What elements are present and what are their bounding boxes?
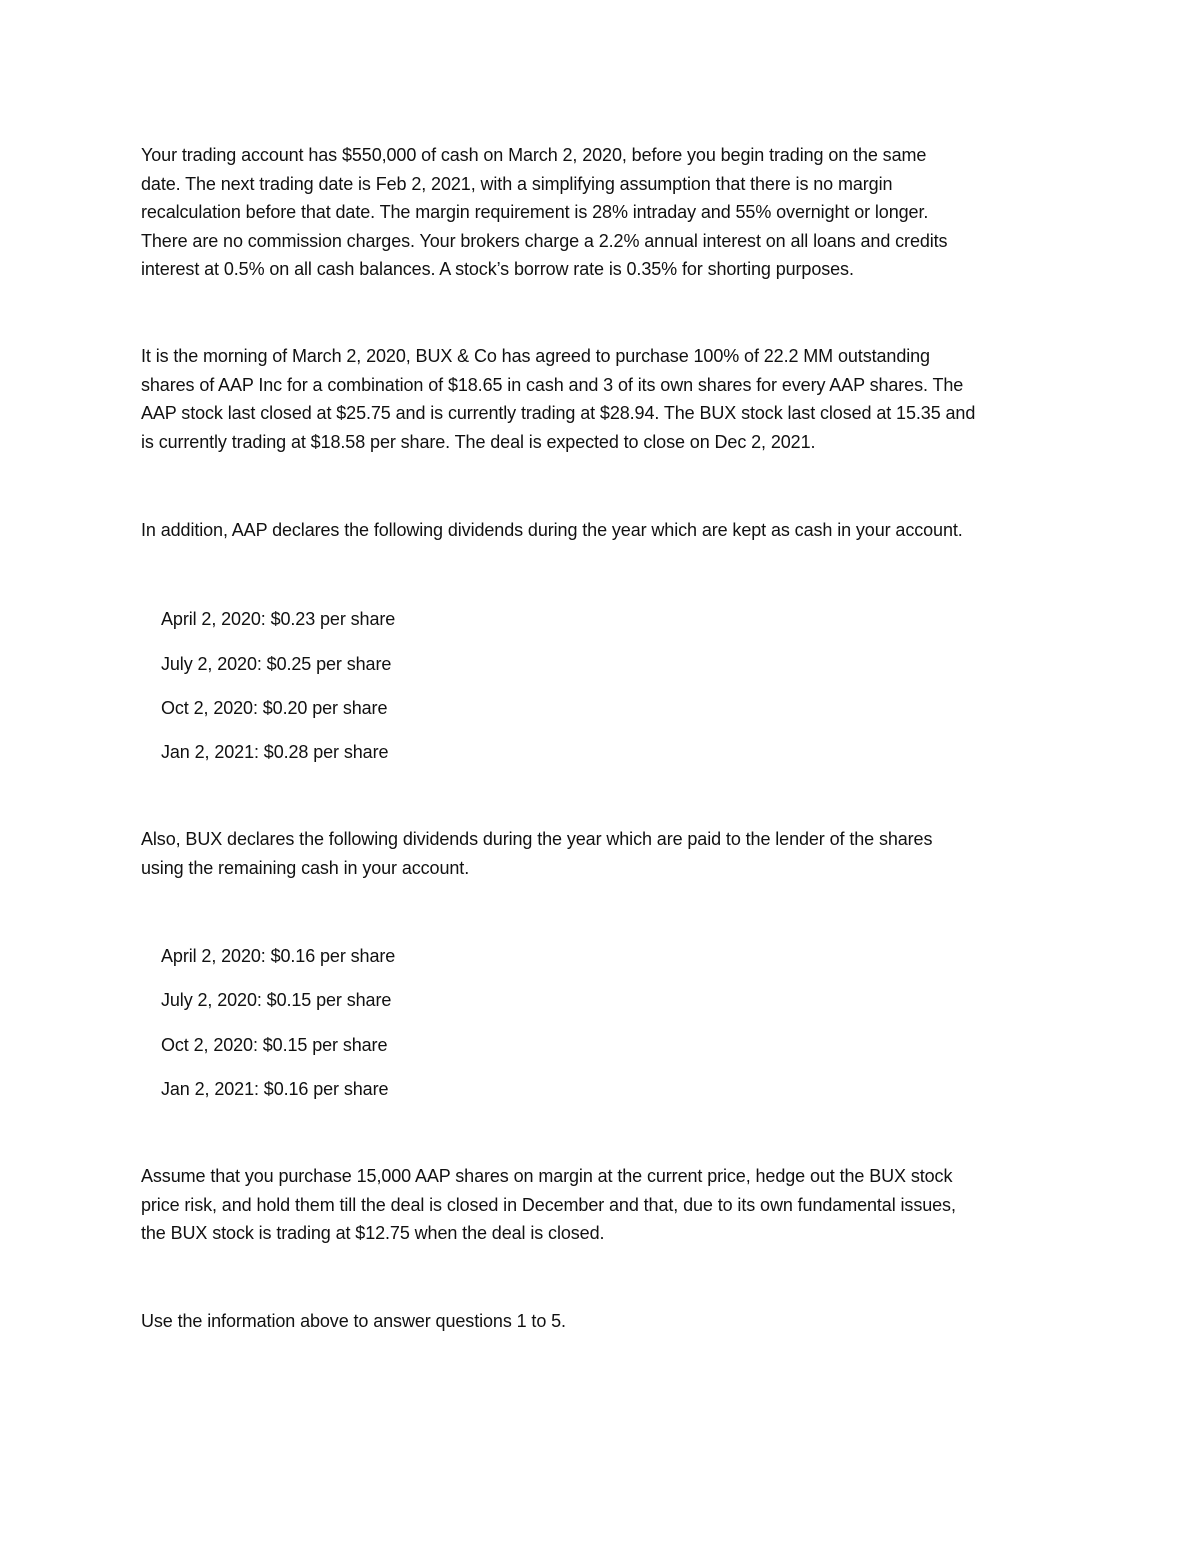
aap-dividend-item: April 2, 2020: $0.23 per share	[161, 609, 396, 629]
bux-dividend-item: Oct 2, 2020: $0.15 per share	[161, 1035, 388, 1055]
text-line: AAP stock last closed at $25.75 and is currently trading at $28.94. The BUX stock last closed at 15.35 and	[141, 403, 976, 424]
text-line: Also, BUX declares the following dividends during the year which are paid to the lender of the shares	[141, 829, 933, 849]
text-line: shares of AAP Inc for a combination of $18.65 in cash and 3 of its own shares for every AAP shares. The	[141, 374, 964, 395]
deal-paragraph	[141, 342, 1071, 456]
text-line: price risk, and hold them till the deal is closed in December and that, due to its own fundamental issues,	[141, 1194, 956, 1215]
text-line: In addition, AAP declares the following dividends during the year which are kept as cash in your account.	[141, 520, 963, 540]
aap-dividend-item: July 2, 2020: $0.25 per share	[161, 654, 392, 674]
text-line: Assume that you purchase 15,000 AAP shares on margin at the current price, hedge out the BUX stock	[141, 1166, 953, 1186]
text-line: Use the information above to answer questions 1 to 5.	[141, 1311, 566, 1331]
text-line: It is the morning of March 2, 2020, BUX & Co has agreed to purchase 100% of 22.2 MM outstanding	[141, 346, 930, 366]
text-line: There are no commission charges. Your brokers charge a 2.2% annual interest on all loans and credits	[141, 230, 948, 251]
bux-dividend-item: Jan 2, 2021: $0.16 per share	[161, 1079, 389, 1099]
assumption-paragraph	[141, 1162, 1071, 1248]
bux-dividend-item: April 2, 2020: $0.16 per share	[161, 946, 396, 966]
intro-paragraph	[141, 141, 1071, 284]
aap-dividend-item: Jan 2, 2021: $0.28 per share	[161, 742, 389, 762]
text-line: recalculation before that date. The margin requirement is 28% intraday and 55% overnight or longer.	[141, 202, 929, 223]
text-line: date. The next trading date is Feb 2, 2021, with a simplifying assumption that there is no margin	[141, 173, 893, 194]
instruction-paragraph	[141, 1307, 1071, 1336]
text-line: using the remaining cash in your account.	[141, 857, 470, 878]
aap-dividend-item: Oct 2, 2020: $0.20 per share	[161, 698, 388, 718]
bux-dividend-item: July 2, 2020: $0.15 per share	[161, 990, 392, 1010]
bux-dividends-intro	[141, 825, 1071, 882]
text-line: is currently trading at $18.58 per share. The deal is expected to close on Dec 2, 2021.	[141, 431, 816, 452]
aap-dividends-intro	[141, 516, 1071, 545]
text-line: interest at 0.5% on all cash balances. A stock’s borrow rate is 0.35% for shorting purposes.	[141, 259, 854, 280]
text-line: Your trading account has $550,000 of cash on March 2, 2020, before you begin trading on the same	[141, 145, 927, 165]
text-line: the BUX stock is trading at $12.75 when the deal is closed.	[141, 1223, 605, 1244]
